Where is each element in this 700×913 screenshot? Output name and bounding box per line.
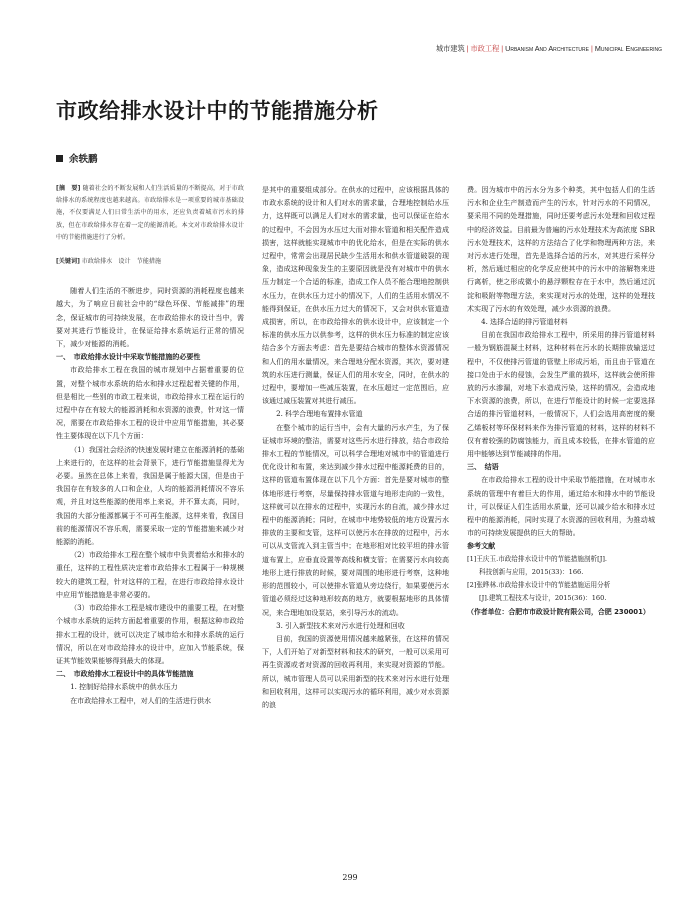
body-paragraph: 市政给排水工程在我国的城市规划中占据着重要的位置，对整个城市水系统的给水和排水过程起着关键的作用，但是相比一些别的市政工程来说，市政给排水工程在运行的过程中存在有较大的能源消耗和水资源的浪费，针对这一情况，需要在市政给排水工程的设计中应用节能措施，其必要性主要体现在以下几个方面： — [56, 365, 244, 441]
column-1-body — [56, 284, 244, 707]
author-line — [56, 151, 98, 165]
abstract-label: [摘 要] — [56, 185, 81, 192]
section-heading: 二、 市政给排水工程设计中的具体节能措施 — [56, 669, 194, 679]
body-paragraph: 4. 选择合适的排污管道材料 — [481, 317, 568, 327]
header-subsection: 市政工程 — [470, 44, 500, 53]
keywords-label: [关键词] — [56, 258, 80, 266]
body-paragraph: 目前，我国的资源使用情况越来越紧张，在这样的情况下，人们开始了对新型材料和技术的研究，一般可以采用可再生资源或者对资源的回收再利用，来实现对资源的节能。所以，城市管理人员可以采用新型的技术来对污水进行处理和回收利用，这样可以实现污水的循环利用，减少对水资源的浪 — [262, 633, 449, 709]
section-heading: 参考文献 — [467, 541, 496, 551]
body-paragraph: 3. 引入新型技术来对污水进行处理和回收 — [276, 620, 405, 630]
body-paragraph: （1）我国社会经济的快速发展时建立在能源消耗的基础上来进行的，在这样的社会背景下，进行节能措施显得尤为必要。虽然在总体上来看，我国是属于能源大国，但是由于我国存在有较多的人口和企业，人均的能源消耗情况不容乐观，并且对这些能源的使用率上来说，并不算太高，同时，我国的大部分能源都属于不可再生能源，这样来看，我国目前的能源情况不容乐观，需要采取一定的节能措施来减少对能源的消耗。 — [56, 444, 244, 547]
reference-item: [1]王庆玉.市政给排水设计中的节能措施剖析[J]. — [467, 554, 608, 563]
header-separator: | — [501, 44, 504, 53]
section-heading: 一、 市政给排水设计中采取节能措施的必要性 — [56, 352, 201, 362]
column-1 — [56, 183, 244, 707]
section-heading: 三、 结语 — [467, 462, 499, 472]
body-paragraph: 费。因为城市中的污水分为多个种类，其中包括人们的生活污水和企业生产制造而产生的污水，针对污水的不同情况，要采用不同的处理措施，同时还要考虑污水处理和回收过程中的经济效益。目前最为普遍的污水处理技术为高浓度 SBR 污水处理技术，这样的方法结合了化学和物理两种方法，来对污水进行处理，首先是选择合适的污水，对其进行采样分析，然后通过相应的化学反应使其中的污水中的溶解物来进行离析，使之形成微小的悬浮颗粒存在于水中，然后通过沉淀和吸附等物理方法，来实现对污水的处理，这样的处理技术实现了污水的有效处理，减少水资源的浪费。 — [467, 185, 655, 313]
body-paragraph: 是其中的重要组成部分。在供水的过程中，应该根据具体的市政水系统的设计和人们对水的需求量，合理地控制给水压力，这样既可以满足人们对水的需求量，也可以保证在给水的过程中，不会因为水压过大而对排水管道和相关配件造成损害，这样就能实现城市中的优化给水，但是在实际的供水过程中，常常会出现居民缺少生活用水和供水管道破裂的现象，造成这种现象发生的主要原因就是没有对城市中的供水压力制定一个合适的标准，造成工作人员不能合理地控制供水压力，在供水压力过小的情况下，人们的生活用水情况不能得到保证，在供水压力过大的情况下，又会对供水管道造成损害，所以，在市政给排水的供水设计中，应该制定一个标准的供水压力以供参考，这样的供水压力标准的制定应该结合多个方面去考虑：首先是要结合城市的整体水资源情况和人们的用水量情况，来合理地分配水资源，其次，要对建筑的水压进行测量，保证人们的用水安全，同时，在供水的过程中，要增加一些减压装置，在水压超过一定范围后，应该通过减压装置对其进行减压。 — [262, 185, 449, 406]
author-affiliation: （作者单位：合肥市市政设计院有限公司，合肥 230001） — [467, 607, 650, 616]
column-3 — [467, 183, 655, 619]
keywords — [56, 255, 244, 268]
body-paragraph: （3）市政给排水工程是城市建设中的重要工程，在对整个城市水系统的运转方面起着重要的作用，根据这种市政给排水工程的设计，就可以决定了城市给水和排水系统的运行情况，所以在对市政给排水的设计中，应加入节能系统，保证其节能效果能够得到最大的体现。 — [56, 603, 244, 665]
header-english-a: Urbanism And Architecture — [505, 44, 589, 53]
body-paragraph: （2）市政给排水工程在整个城市中负责着给水和排水的重任，这样的工程性质决定着市政给排水工程属于一种规模较大的建筑工程，针对这样的工程，在进行市政给排水设计中应用节能措施是非常必要的。 — [56, 550, 244, 599]
body-paragraph: 在整个城市的运行当中，会有大量的污水产生，为了保证城市环境的整洁，需要对这些污水进行排放，结合市政给排水工程的节能情况，可以科学合理地对城市中的管道进行优化设计和布置，来达到减少排水过程中能源耗费的目的，这样的管道布置体现在以下几个方面：首先是要对城市的整体地形进行考察，尽量保持排水管道与地形走向的一致性，这样就可以在排水的过程中，实现污水的自流，减少排水过程中的能源消耗；同时，在城市中地势较低的地方设置污水排放的主要和支管，这样可以使污水在排放的过程中，污水可以从支管流入到主管当中；在地形相对比较平坦的排水管道布置上，应垂直设置等高线和横支管；在需要污水向较高地形上进行排放的时候，要对周围的地形进行考察，这种地形的范围较小，可以使排水管道从旁边绕行，如果要使污水管道必须经过这种地形较高的地方，就要根据地形的具体情况，来合理地加设泵站，来引导污水的流动。 — [262, 422, 449, 617]
body-paragraph: 目前在我国市政给排水工程中，所采用的排污管道材料一般为钢筋混凝土材料，这种材料在污水的长期排放输送过程中，不仅使排污管道的管壁上形成污垢，而且由于管道在接口处由于水的侵蚀，会发生严重的损坏，这样就会使所排放的污水渗漏，对地下水造成污染，这样的情况，会造成地下水资源的浪费，所以，在进行节能设计的时候一定要选择合适的排污管道材料，一般情况下，人们会选用高密度的聚乙烯板材等环保材料来作为排污管道的材料，这样的材料不仅有着较强的防腐蚀能力，而且成本较低，在排水管道的应用中能够达到节能减排的作用。 — [467, 330, 655, 459]
header-section: 城市建筑 — [435, 44, 465, 53]
abstract-text: 随着社会的不断发展和人们生活质量的不断提高，对于市政给排水的系统程度也越来越高。市政给排水是一项重要的城市基础设施，不仅要满足人们日常生活中的用水，还应负责着城市污水的排放，但在市政给排水存在着一定的能源消耗。本文对市政给排水设计中的节能措施进行了分析。 — [56, 185, 245, 241]
header-english-b: Municipal Engineering — [594, 44, 662, 53]
abstract — [56, 183, 244, 244]
reference-item: [2]张晔林.市政给排水设计中的节能措施运用分析 — [467, 581, 611, 590]
page-number: 299 — [342, 873, 358, 882]
header-separator: | — [466, 44, 469, 53]
article-title: 市政给排水设计中的节能措施分析 — [56, 99, 379, 123]
keywords-text: 市政给排水 设计 节能措施 — [81, 258, 162, 266]
body-paragraph: 2. 科学合理地布置排水管道 — [276, 409, 363, 419]
author-name: 余轶鹏 — [69, 154, 98, 165]
body-paragraph: 在市政给排水工程中，对人们的生活进行供水 — [70, 695, 212, 705]
body-paragraph: 在市政给排水工程的设计中采取节能措施，在对城市水系统的管理中有着巨大的作用，通过给水和排水中的节能设计，可以保证人们生活用水质量，还可以减少给水和排水过程中的能源消耗，同时实现了水资源的回收利用，为推动城市的可持续发展提供的巨大的帮助。 — [467, 475, 655, 538]
running-header — [436, 44, 662, 54]
square-bullet-icon — [56, 155, 63, 162]
reference-item-cont: 科技创新与应用，2015(33)：166. — [479, 567, 584, 576]
reference-item-cont: [J].建筑工程技术与设计，2015(36)：160. — [479, 594, 607, 603]
body-paragraph: 随着人们生活的不断进步，同时资源的消耗程度也越来越大，为了响应日前社会中的“绿色环保、节能减排”的理念，保证城市的可持续发展，在市政给排水的设计当中，需要对其进行节能设计，在保证给排水系统运行正常的情况下，减少对能源的消耗。 — [56, 286, 244, 349]
header-separator: | — [590, 44, 593, 53]
column-2 — [262, 183, 449, 711]
body-paragraph: 1. 控制好给排水系统中的供水压力 — [70, 682, 178, 692]
